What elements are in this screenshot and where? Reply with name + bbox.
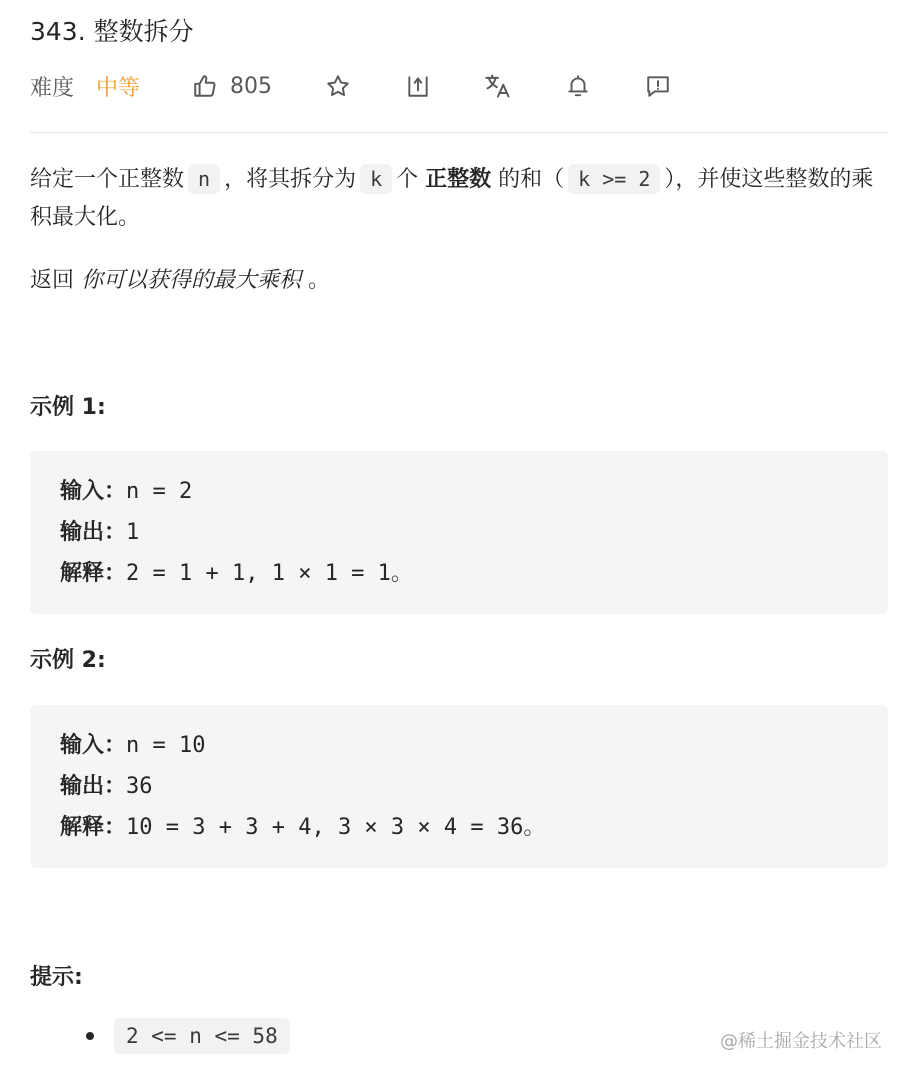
description-text: 。 [308, 268, 331, 293]
example-input-value: n = 2 [126, 479, 193, 504]
difficulty-label: 难度 [30, 75, 75, 101]
problem-meta-bar [30, 66, 888, 106]
inline-code-n: n [188, 164, 220, 194]
description-text: 的和（ [498, 167, 565, 192]
star-icon [325, 73, 351, 99]
example-output-label: 输出： [60, 774, 127, 799]
example-explain-label: 解释： [60, 561, 127, 586]
notification-button[interactable] [564, 72, 592, 100]
example-output-value: 36 [126, 774, 153, 799]
example-1-block [30, 451, 888, 614]
description-paragraph-2 [30, 262, 888, 300]
translate-button[interactable] [484, 72, 512, 100]
description-text: 个 [396, 167, 419, 192]
share-button[interactable] [404, 72, 432, 100]
description-text: ，将其拆分为 [224, 167, 357, 192]
example-output-label: 输出： [60, 520, 127, 545]
bullet-dot [86, 1032, 94, 1040]
example-input-row [60, 471, 858, 512]
example-explain-row [60, 807, 858, 848]
example-input-label: 输入： [60, 479, 127, 504]
example-output-row [60, 766, 858, 807]
difficulty-badge: 中等 [96, 75, 141, 101]
inline-code-k: k [360, 164, 392, 194]
feedback-button[interactable] [644, 72, 672, 100]
example-output-row [60, 512, 858, 553]
italic-max-product: 你可以获得的最大乘积 [81, 268, 302, 293]
bold-positive-integer: 正整数 [425, 167, 492, 192]
header-divider [30, 132, 888, 133]
like-count: 805 [230, 73, 273, 99]
favorite-button[interactable] [324, 72, 352, 100]
example-2-block [30, 705, 888, 868]
thumbs-up-icon [192, 73, 218, 99]
example-2-heading: 示例 2: [30, 648, 106, 673]
watermark: @稀土掘金技术社区 [720, 1031, 882, 1052]
feedback-icon [645, 73, 671, 99]
problem-title: 343. 整数拆分 [30, 17, 194, 46]
example-explain-row [60, 553, 858, 594]
example-1-heading: 示例 1: [30, 395, 106, 420]
hint-constraint: 2 <= n <= 58 [114, 1018, 290, 1054]
example-explain-value: 10 = 3 + 3 + 4, 3 × 3 × 4 = 36。 [126, 815, 546, 840]
example-explain-label: 解释： [60, 815, 127, 840]
description-text: 给定一个正整数 [30, 167, 185, 192]
share-icon [405, 73, 431, 99]
bell-icon [565, 73, 591, 99]
inline-code-condition: k >= 2 [568, 164, 660, 194]
translate-icon [484, 72, 512, 100]
example-input-label: 输入： [60, 733, 127, 758]
like-button[interactable] [192, 73, 272, 99]
description-text: 返回 [30, 268, 75, 293]
example-input-row [60, 725, 858, 766]
example-explain-value: 2 = 1 + 1, 1 × 1 = 1。 [126, 561, 413, 586]
hints-heading: 提示: [30, 965, 83, 990]
hint-list-item [30, 1018, 290, 1054]
description-text: ），并使这些整数的乘积最大化。 [30, 167, 874, 230]
example-output-value: 1 [126, 520, 140, 545]
example-input-value: n = 10 [126, 733, 206, 758]
description-paragraph-1 [30, 160, 888, 237]
